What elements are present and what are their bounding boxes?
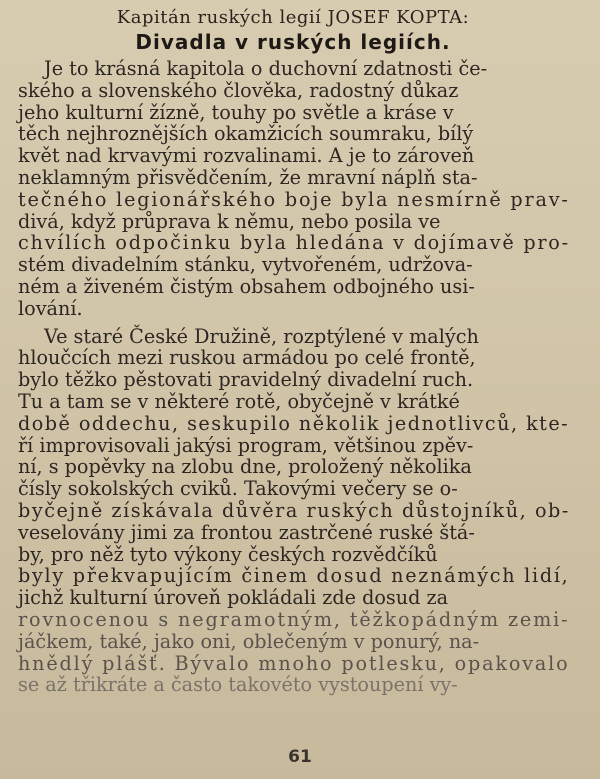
text-line: době oddechu, seskupilo několik jednotlivců, kte- <box>18 411 570 435</box>
text-line: neklamným přisvědčením, že mravní náplň sta- <box>18 165 478 189</box>
text-line: těch nejhroznějších okamžicích soumraku, bílý <box>18 122 474 146</box>
text-line: hnědlý plášť. Bývalo mnoho potlesku, opakovalo <box>18 651 570 675</box>
text-line: stém divadelním stánku, vytvořeném, udržova- <box>18 253 473 277</box>
text-line: byčejně získávala důvěra ruských důstojníků, ob- <box>18 498 570 522</box>
text-line: ří improvisovali jakýsi program, většinou zpěv- <box>18 433 474 457</box>
text-line: veselovány jimi za frontou zastrčené ruské štá- <box>18 520 475 544</box>
text-line: se až třikráte a často takovéto vystoupení vy- <box>18 673 458 697</box>
author-byline: Kapitán ruských legií JOSEF KOPTA: <box>116 7 470 28</box>
page-number: 61 <box>288 747 312 767</box>
text-line: divá, když průprava k němu, nebo posila ve <box>18 209 441 233</box>
paragraph-1 <box>18 58 568 320</box>
text-line: Je to krásná kapitola o duchovní zdatnosti če- <box>44 57 488 80</box>
article-title: Divadla v ruských legiích. <box>135 30 451 54</box>
article-header <box>18 6 568 54</box>
text-line: rovnocenou s negramotným, těžkopádným zemi- <box>18 607 570 631</box>
text-line: ského a slovenského člověka, radostný důkaz <box>18 78 459 102</box>
text-line: jichž kulturní úroveň pokládali zde dosud za <box>18 586 449 610</box>
text-line: ném a živeném čistým obsahem odbojného usi- <box>18 274 475 298</box>
text-line: lování. <box>18 296 83 320</box>
text-line: chvílích odpočinku byla hledána v dojímavě pro- <box>18 231 570 255</box>
text-line: bylo těžko pěstovati pravidelný divadelní ruch. <box>18 368 474 392</box>
text-line: jeho kulturní žízně, touhy po světle a kráse v <box>18 100 454 124</box>
text-line: ní, s popěvky na zlobu dne, proložený několika <box>18 455 472 479</box>
text-line: byly překvapujícím činem dosud neznámých lidí, <box>18 564 570 588</box>
text-line: květ nad krvavými rozvalinami. A je to zároveň <box>18 144 475 168</box>
text-line: čísly sokolských cviků. Takovými večery se o- <box>18 477 458 501</box>
text-line: hloučcích mezi ruskou armádou po celé frontě, <box>18 346 476 370</box>
text-line: tečného legionářského boje byla nesmírně prav- <box>18 187 570 211</box>
text-line: by, pro něž tyto výkony českých rozvědčíků <box>18 542 438 566</box>
paragraph-2 <box>18 326 568 697</box>
text-line: Tu a tam se v některé rotě, obyčejně v krátké <box>18 389 460 413</box>
text-line: jáčkem, také, jako oni, oblečeným v ponurý, na- <box>18 629 480 653</box>
text-line: Ve staré České Družině, rozptýlené v malých <box>44 324 479 348</box>
